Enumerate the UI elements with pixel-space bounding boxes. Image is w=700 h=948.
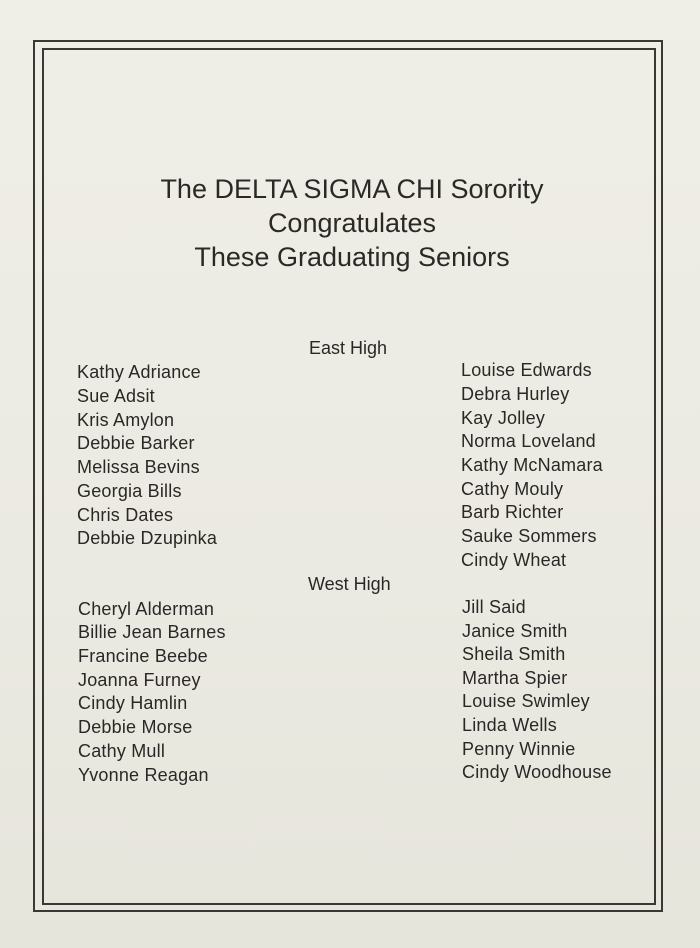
- west-left-name: Cindy Hamlin: [78, 693, 188, 713]
- west-right-name: Penny Winnie: [462, 739, 576, 759]
- east-left-name: Georgia Bills: [77, 481, 182, 501]
- page-heading: [42, 172, 662, 274]
- east-right-name: Kathy McNamara: [461, 455, 603, 475]
- heading-line-3: These Graduating Seniors: [194, 242, 510, 272]
- west-left-name: Cheryl Alderman: [78, 599, 215, 619]
- east-right-name: Cindy Wheat: [461, 550, 567, 570]
- east-left-name: Sue Adsit: [77, 386, 155, 406]
- east-right-name: Louise Edwards: [461, 360, 592, 380]
- heading-line-2: Congratulates: [267, 208, 437, 238]
- west-left-name: Cathy Mull: [78, 741, 166, 761]
- west-left-name: Debbie Morse: [78, 717, 193, 737]
- east-left-name: Melissa Bevins: [77, 457, 200, 477]
- east-left-name: Debbie Dzupinka: [77, 528, 218, 548]
- east-left-name: Chris Dates: [77, 505, 174, 525]
- east-right-name: Debra Hurley: [461, 384, 570, 404]
- west-right-name: Janice Smith: [462, 621, 568, 641]
- east-right-name: Sauke Sommers: [461, 526, 597, 546]
- east-right-name: Cathy Mouly: [461, 479, 564, 499]
- west-right-name: Sheila Smith: [462, 644, 566, 664]
- east-right-name: Kay Jolley: [461, 408, 546, 428]
- east-left-name: Kris Amylon: [77, 410, 175, 430]
- heading-line-1: The DELTA SIGMA CHI Sorority: [160, 174, 544, 204]
- east-left-name: Debbie Barker: [77, 433, 195, 453]
- west-right-name: Cindy Woodhouse: [462, 762, 612, 782]
- west-right-name: Martha Spier: [462, 668, 568, 688]
- section-title-east-high: East High: [309, 338, 388, 358]
- west-left-name: Yvonne Reagan: [78, 765, 209, 785]
- east-right-name: Barb Richter: [461, 502, 564, 522]
- west-left-name: Francine Beebe: [78, 646, 208, 666]
- west-left-name: Joanna Furney: [78, 670, 201, 690]
- west-right-name: Linda Wells: [462, 715, 557, 735]
- east-left-name: Kathy Adriance: [77, 362, 201, 382]
- west-right-name: Louise Swimley: [462, 691, 590, 711]
- west-left-name: Billie Jean Barnes: [78, 622, 226, 642]
- west-right-name: Jill Said: [462, 597, 526, 617]
- section-title-west-high: West High: [308, 574, 391, 594]
- east-right-name: Norma Loveland: [461, 431, 596, 451]
